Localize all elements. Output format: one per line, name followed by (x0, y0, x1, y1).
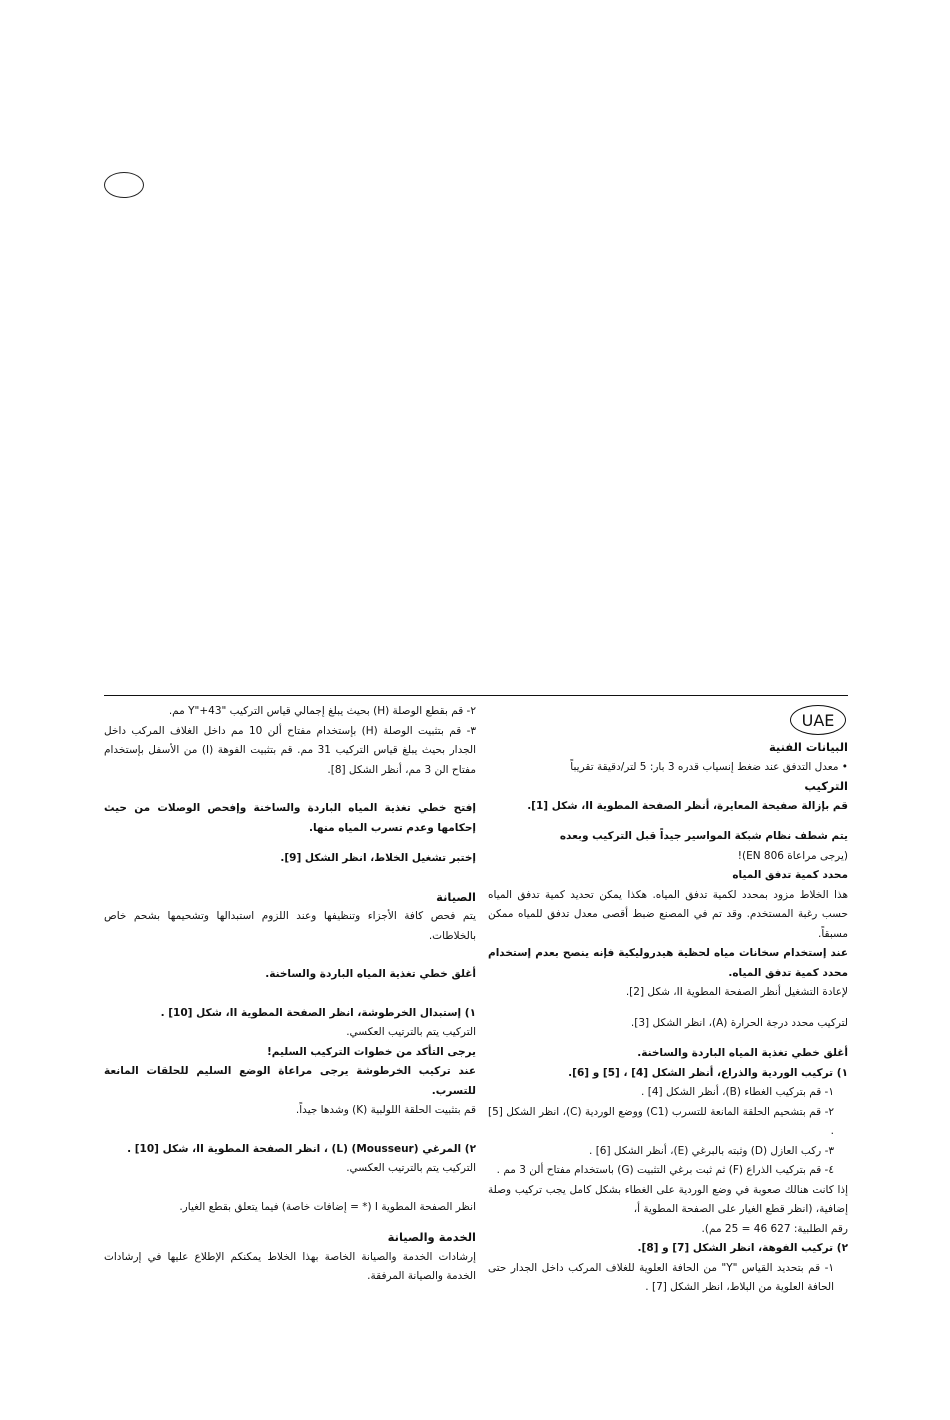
left-column-paragraph: الصيانة (436, 889, 476, 904)
left-column-paragraph: انظر الصفحة المطوية I (* = إضافات خاصة) فيما يتعلق بقطع الغيار. (179, 1200, 476, 1213)
right-column-paragraph: إذا كانت هنالك صعوبة في وضع الوردية على الغطاء بشكل كامل يجب تركيب وصلة إضافية، (انظر قطع الغيار على الصفحة المطوية أ، (488, 1183, 848, 1215)
right-column-paragraph: (يرجى مراعاة EN 806)! (737, 849, 848, 862)
right-column-paragraph: محدد كمية تدفق المياه (732, 869, 848, 881)
uae-badge: UAE (790, 705, 846, 735)
left-column-paragraph: قم بتثبيت الحلقة اللولبية (K) وشدها جيداً. (295, 1104, 476, 1116)
right-column-paragraph: ٤- قم بتركيب الذراع (F) ثم ثبت برغي التثبيت (G) باستخدام مفتاح ألن 3 مم . (496, 1164, 834, 1176)
right-column-paragraph: ١- قم بتحديد القياس "Y" من الحافة العلوية للغلاف المركب داخل الجدار حتى الحافة العلوية من البلاط، انظر الشكل [7] . (488, 1261, 834, 1293)
right-column-paragraph: قم بإزالة صفيحة المعايرة، أنظر الصفحة المطوية II، شكل [1]. (527, 799, 848, 812)
left-column-paragraph: التركيب يتم بالترتيب العكسي. (346, 1162, 476, 1174)
left-column-paragraph: ٢) المرغي (Mousseur) (L) ، انظر الصفحة المطوية II، شكل [10] . (127, 1142, 476, 1155)
right-column-paragraph: ٢) تركيب الفوهة، انظر الشكل [7] و [8]. (637, 1242, 848, 1254)
right-column-paragraph: يتم شطف نظام شبكة المواسير جيداً قبل التركيب وبعده (559, 830, 848, 842)
right-column-paragraph: رقم الطلبية: 627 46 = 25 مم). (701, 1222, 848, 1235)
left-column-paragraph: إختبر تشغيل الخلاط، انظر الشكل [9]. (280, 852, 476, 864)
right-column-paragraph: عند إستخدام سخانات مياه لحظية هيدروليكية فإنه ينصح بعدم إستخدام محدد كمية تدفق المياه. (488, 947, 848, 979)
left-column-paragraph: إفتح خطي تغذية المياه الباردة والساخنة وإفحص الوصلات من حيث إحكامها وعدم تسرب المياه منها. (104, 802, 476, 834)
right-column-paragraph: ١- قم بتركيب الغطاء (B)، أنظر الشكل [4] . (641, 1086, 834, 1098)
left-column-paragraph: إرشادات الخدمة والصيانة الخاصة بهذا الخلاط يمكنكم الإطلاع عليها في إرشادات الخدمة والصيانة المرفقة. (104, 1250, 476, 1282)
left-column-paragraph: عند تركيب الخرطوشة يرجى مراعاة الوضع السليم للحلقات المانعة للتسرب. (104, 1065, 476, 1097)
right-column-paragraph: البيانات الفنية (768, 740, 848, 754)
oval-mark (104, 172, 144, 198)
right-text-column (488, 738, 848, 1298)
left-column-paragraph: ٢- قم بقطع الوصلة (H) بحيث يبلغ إجمالي قياس التركيب "Y"+43 مم. (168, 705, 476, 717)
left-column-paragraph: ٣- قم بتثبيت الوصلة (H) بإستخدام مفتاح ألن 10 مم داخل الغلاف المركب داخل الجدار بحيث يبلغ قياس التركيب 31 مم. قم بتثبيت الفوهة (I) من الأسفل بإستخدام مفتاح الن 3 مم، أنظر الشكل [8]. (104, 724, 477, 776)
left-column-paragraph: يرجى التأكد من خطوات التركيب السليم! (266, 1045, 476, 1058)
right-column-paragraph: ٢- قم بتشحيم الحلقة المانعة للتسرب (C1) ووضع الوردية (C)، انظر الشكل [5] . (488, 1105, 834, 1137)
left-column-paragraph: ١) إستبدال الخرطوشة، انظر الصفحة المطوية II، شكل [10] . (160, 1006, 476, 1019)
right-column-paragraph: ١) تركيب الوردية والذراع، أنظر الشكل [4] ، [5] و [6]. (568, 1066, 848, 1079)
horizontal-rule (104, 695, 848, 696)
right-column-paragraph: أغلق خطي تغذية المياه الباردة والساخنة. (637, 1047, 848, 1059)
left-column-paragraph: التركيب يتم بالترتيب العكسي. (346, 1026, 476, 1038)
right-column-paragraph: • معدل التدفق عند ضغط إنسياب قدره 3 بار: 5 لتر/دقيقة تقريباً (570, 760, 848, 773)
right-column-paragraph: لإعادة التشغيل أنظر الصفحة المطوية II، شكل [2]. (625, 986, 848, 998)
left-column-paragraph: الخدمة والصيانة (387, 1230, 476, 1244)
right-column-paragraph: التركيب (804, 779, 848, 793)
left-text-column (104, 702, 476, 1287)
right-column-paragraph: ٣- ركب العازل (D) وثبته بالبرغي (E)، أنظر الشكل [6] . (589, 1144, 834, 1157)
left-column-paragraph: يتم فحص كافة الأجزاء وتنظيفها وعند اللزوم استبدالها وتشحيمها بشحم خاص بالخلاطات. (104, 910, 476, 942)
left-column-paragraph: أغلق خطي تغذية المياه الباردة والساخنة. (265, 968, 476, 980)
right-column-paragraph: هذا الخلاط مزود بمحدد لكمية تدفق المياه. هكذا يمكن تحديد كمية تدفق المياه حسب رغبة المستخدم. وقد تم في المصنع ضبط أقصى معدل تدفق للمياه ممكن مسبقاً. (488, 888, 848, 940)
right-column-paragraph: لتركيب محدد درجة الحرارة (A)، انظر الشكل [3]. (630, 1016, 848, 1029)
